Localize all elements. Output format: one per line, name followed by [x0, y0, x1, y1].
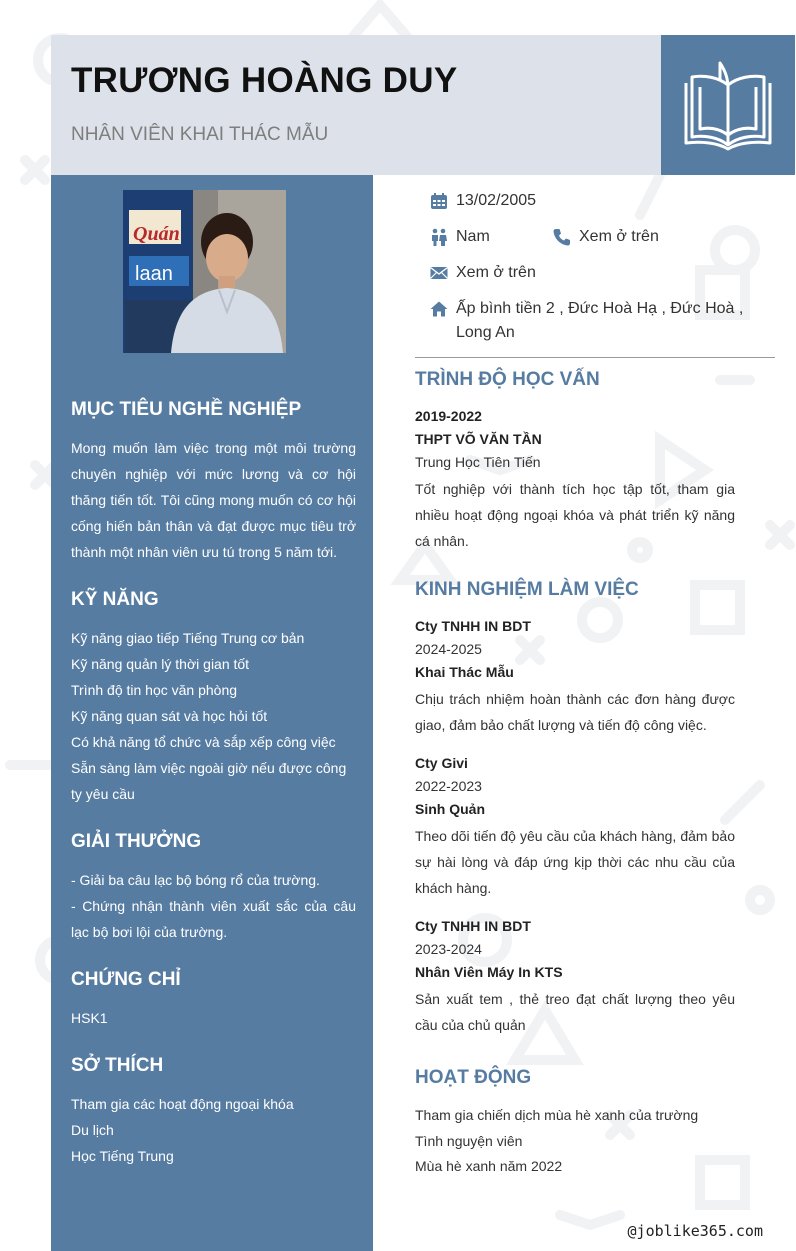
skill-item: Trình độ tin học văn phòng — [71, 682, 238, 698]
experience-role: Nhân Viên Máy In KTS — [415, 964, 563, 980]
activities-heading: HOẠT ĐỘNG — [415, 1067, 532, 1088]
home-icon — [430, 300, 448, 318]
experience-heading: KINH NGHIỆM LÀM VIỆC — [415, 579, 639, 600]
certificate-item: HSK1 — [71, 1010, 108, 1026]
resume-header — [51, 35, 661, 175]
email-row — [430, 261, 536, 285]
logo-box — [661, 35, 795, 175]
experience-section — [415, 579, 735, 1052]
candidate-name: TRƯƠNG HOÀNG DUY — [71, 61, 458, 100]
gender-row — [430, 225, 490, 249]
experience-entry — [415, 752, 735, 901]
education-period: 2019-2022 — [415, 408, 482, 424]
objective-section — [71, 399, 356, 565]
contact-divider — [415, 357, 775, 358]
education-section — [415, 369, 735, 554]
hobby-item: Tham gia các hoạt động ngoại khóa — [71, 1096, 294, 1112]
birthdate-row — [430, 189, 536, 213]
phone-row — [553, 225, 659, 249]
skill-item: Kỹ năng quản lý thời gian tốt — [71, 656, 250, 672]
email-value: Xem ở trên — [456, 264, 536, 281]
hobby-item: Du lịch — [71, 1122, 114, 1138]
objective-heading: MỤC TIÊU NGHỀ NGHIỆP — [71, 399, 302, 420]
experience-description: Sản xuất tem , thẻ treo đạt chất lượng theo yêu cầu của chủ quản — [415, 991, 735, 1033]
gender-icon — [430, 228, 448, 246]
svg-text:Quán: Quán — [133, 223, 180, 245]
skills-section — [71, 589, 356, 807]
address-value: Ấp bình tiền 2 , Đức Hoà Hạ , Đức Hoà , Long An — [456, 300, 744, 341]
activity-item: Tình nguyện viên — [415, 1132, 523, 1149]
phone-value: Xem ở trên — [579, 228, 659, 245]
awards-section — [71, 831, 356, 945]
experience-company: Cty TNHH IN BDT — [415, 618, 531, 634]
gender-value: Nam — [456, 228, 490, 245]
experience-description: Chịu trách nhiệm hoàn thành các đơn hàng được giao, đảm bảo chất lượng và tiến độ công việc. — [415, 691, 735, 733]
experience-period: 2024-2025 — [415, 641, 482, 657]
certificates-section — [71, 969, 356, 1031]
experience-period: 2023-2024 — [415, 941, 482, 957]
skill-item: Sẵn sàng làm việc ngoài giờ nếu được công ty yêu cầu — [71, 760, 347, 802]
skill-item: Có khả năng tổ chức và sắp xếp công việc — [71, 734, 336, 750]
birthdate-value: 13/02/2005 — [456, 192, 537, 209]
sidebar — [51, 175, 373, 1251]
open-book-icon — [680, 57, 776, 153]
objective-text: Mong muốn làm việc trong một môi trường chuyên nghiệp với mức lương và cơ hội thăng tiến tốt. Tôi cũng mong muốn có cơ hội cống hiến bản thân và đạt được mục tiêu trở thành một nhân viên ưu tú trong 5 năm tới. — [71, 440, 356, 560]
job-title: NHÂN VIÊN KHAI THÁC MẪU — [71, 124, 329, 145]
certificates-heading: CHỨNG CHỈ — [71, 969, 181, 990]
site-watermark: @joblike365.com — [627, 1222, 763, 1240]
education-school: THPT VÕ VĂN TẦN — [415, 431, 542, 447]
skill-item: Kỹ năng quan sát và học hỏi tốt — [71, 708, 268, 724]
envelope-icon — [430, 264, 448, 282]
activity-item: Mùa hè xanh năm 2022 — [415, 1158, 563, 1174]
education-heading: TRÌNH ĐỘ HỌC VẤN — [415, 369, 600, 390]
award-item: - Chứng nhận thành viên xuất sắc của câu lạc bộ bơi lội của trường. — [71, 898, 356, 940]
hobbies-heading: SỞ THÍCH — [71, 1055, 164, 1076]
skills-heading: KỸ NĂNG — [71, 589, 159, 610]
experience-role: Khai Thác Mẫu — [415, 664, 514, 680]
experience-entry — [415, 915, 735, 1038]
activities-section — [415, 1067, 735, 1180]
education-level: Trung Học Tiên Tiến — [415, 454, 541, 470]
avatar — [123, 190, 286, 353]
award-item: - Giải ba câu lạc bộ bóng rổ của trường. — [71, 872, 320, 888]
experience-description: Theo dõi tiến độ yêu cầu của khách hàng, đảm bảo sự hài lòng và đáp ứng kịp thời các nhu cầu của khách hàng. — [415, 828, 735, 896]
experience-company: Cty Givi — [415, 755, 468, 771]
address-row — [430, 297, 775, 345]
hobby-item: Học Tiếng Trung — [71, 1148, 174, 1164]
activity-item: Tham gia chiến dịch mùa hè xanh của trường — [415, 1107, 699, 1123]
experience-period: 2022-2023 — [415, 778, 482, 794]
skill-item: Kỹ năng giao tiếp Tiếng Trung cơ bản — [71, 630, 305, 646]
experience-role: Sinh Quản — [415, 801, 485, 817]
svg-text:laan: laan — [135, 263, 173, 285]
experience-company: Cty TNHH IN BDT — [415, 918, 531, 934]
awards-heading: GIẢI THƯỞNG — [71, 831, 202, 852]
calendar-icon — [430, 192, 448, 210]
experience-entry — [415, 615, 735, 738]
phone-icon — [553, 228, 571, 246]
education-description: Tốt nghiệp với thành tích học tập tốt, tham gia nhiều hoạt động ngoại khóa và phát triển kỹ năng cá nhân. — [415, 481, 735, 549]
hobbies-section — [71, 1055, 356, 1169]
